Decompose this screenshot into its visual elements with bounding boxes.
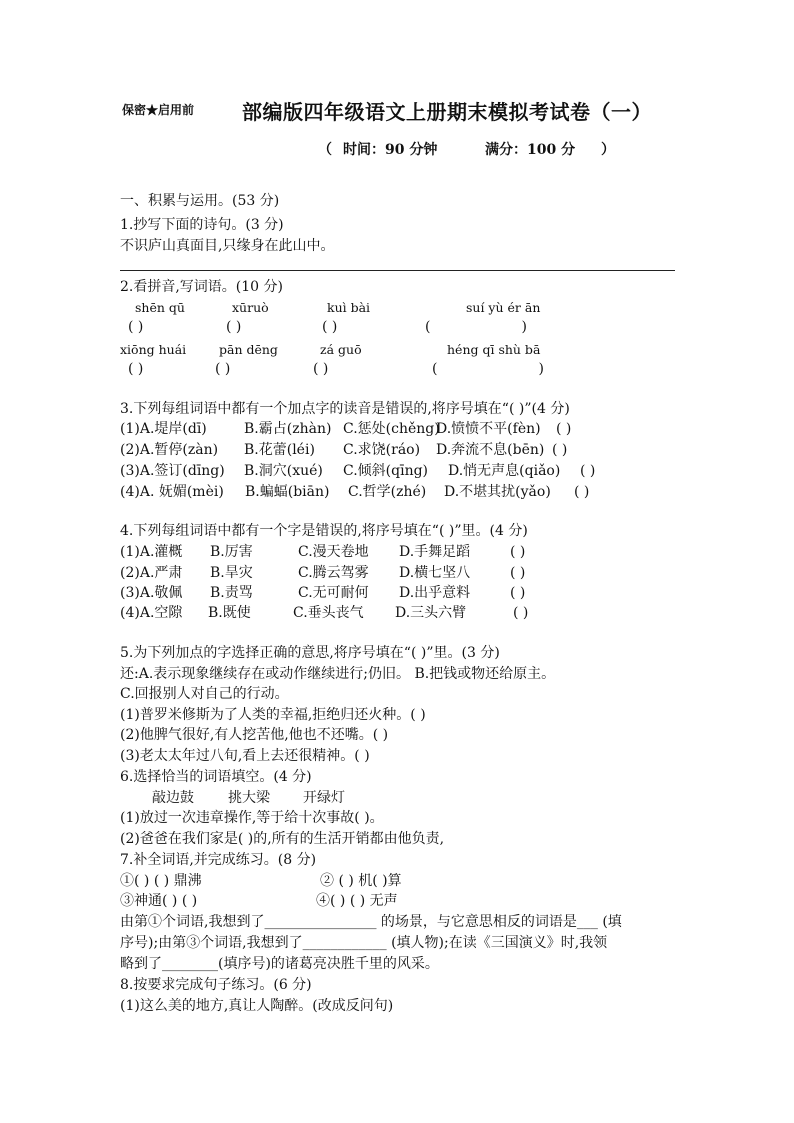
q2-prompt: 2.看拼音,写词语。(10 分) xyxy=(120,279,283,295)
confidential-mark: 保密★启用前 xyxy=(122,103,195,117)
meta-close-paren: ） xyxy=(601,142,615,158)
q4-option-a: (1)A.灌概 xyxy=(120,544,183,560)
word-choice: 开绿灯 xyxy=(303,790,345,806)
q5-prompt: 5.为下列加点的字选择正确的意思,将序号填在“( )”里。(3 分) xyxy=(120,645,500,661)
q3-option-a: (2)A.暂停(zàn) xyxy=(120,442,219,458)
q3-option-a: (3)A.签订(dīng) xyxy=(120,463,225,479)
answer-blank[interactable]: ( ) xyxy=(556,421,572,437)
q3-option-b: B.花蕾(léi) xyxy=(244,442,315,458)
q4-prompt: 4.下列每组词语中都有一个字是错误的,将序号填在“( )”里。(4 分) xyxy=(120,523,528,539)
q3-option-b: B.洞穴(xué) xyxy=(244,463,323,479)
pinyin: zá guō xyxy=(320,342,362,357)
pinyin: xūruò xyxy=(232,300,269,315)
q3-option-c: C.哲学(zhé) xyxy=(348,484,427,500)
q7-word: ①( ) ( ) 鼎沸 xyxy=(120,873,202,889)
q4-option-b: B.责骂 xyxy=(210,585,253,601)
q3-option-a: (4)A. 妩媚(mèi) xyxy=(120,484,224,500)
answer-blank[interactable]: ( ) xyxy=(552,442,568,458)
q4-option-c: C.垂头丧气 xyxy=(293,605,364,621)
q3-option-a: (1)A.堤岸(dī) xyxy=(120,421,207,437)
q5-sentence: (3)老太太年过八旬,看上去还很精神。( ) xyxy=(120,748,370,764)
q3-option-d: D.不堪其扰(yǎo) xyxy=(444,484,551,500)
answer-blank[interactable]: ( ) xyxy=(510,585,526,601)
q3-option-d: D.悄无声息(qiǎo) xyxy=(448,463,561,479)
q6-prompt: 6.选择恰当的词语填空。(4 分) xyxy=(120,769,312,785)
answer-blank[interactable]: ( ) xyxy=(226,319,242,335)
answer-blank[interactable]: ( ) xyxy=(510,565,526,581)
q7-word: ④( ) ( ) 无声 xyxy=(316,893,398,909)
pinyin: héng qī shù bā xyxy=(447,342,541,357)
q4-option-a: (2)A.严肃 xyxy=(120,565,183,581)
q4-option-b: B.既使 xyxy=(208,605,251,621)
pinyin: kuì bài xyxy=(327,300,371,315)
answer-blank[interactable]: ( ) xyxy=(215,361,231,377)
q3-option-d: D.奔流不息(bēn) xyxy=(436,442,545,458)
q1-prompt: 1.抄写下面的诗句。(3 分) xyxy=(120,217,284,233)
q3-option-c: C.惩处(chěng) xyxy=(343,421,440,437)
exam-full-score: 满分：100 分 xyxy=(485,142,576,158)
answer-blank[interactable]: ( ) xyxy=(322,319,338,335)
q4-option-c: C.无可耐何 xyxy=(298,585,369,601)
q1-poem: 不识庐山真面目,只缘身在此山中。 xyxy=(120,238,335,254)
word-choice: 挑大梁 xyxy=(228,790,270,806)
q8-sentence: (1)这么美的地方,真让人陶醉。(改成反问句) xyxy=(120,998,394,1014)
q6-sentence: (1)放过一次违章操作,等于给十次事故( )。 xyxy=(120,810,384,826)
q7-paragraph: 由第①个词语,我想到了________________ 的场景，与它意思相反的词语是___ (填 xyxy=(120,914,622,930)
pinyin: shēn qū xyxy=(135,300,185,315)
answer-line xyxy=(120,270,675,271)
q3-prompt: 3.下列每组词语中都有一个加点字的读音是错误的,将序号填在“( )”(4 分) xyxy=(120,401,570,417)
page-title: 部编版四年级语文上册期末模拟考试卷（一） xyxy=(242,100,652,124)
q4-option-d: D.出乎意料 xyxy=(399,585,471,601)
q7-prompt: 7.补全词语,并完成练习。(8 分) xyxy=(120,852,317,868)
answer-blank[interactable]: ( ) xyxy=(128,319,144,335)
q4-option-c: C.漫天卷地 xyxy=(298,544,369,560)
q4-option-b: B.旱灾 xyxy=(210,565,253,581)
section-title: 一、积累与运用。(53 分) xyxy=(120,193,280,209)
answer-blank[interactable]: ( ) xyxy=(580,463,596,479)
q4-option-a: (4)A.空隙 xyxy=(120,605,183,621)
q5-sentence: (1)普罗米修斯为了人类的幸福,拒绝归还火种。( ) xyxy=(120,707,426,723)
q4-option-d: D.三头六臂 xyxy=(395,605,467,621)
q7-paragraph: 略到了________(填序号)的诸葛亮决胜千里的风采。 xyxy=(120,956,439,972)
q3-option-c: C.求饶(ráo) xyxy=(343,442,421,458)
pinyin: suí yù ér ān xyxy=(466,300,541,315)
q4-option-c: C.腾云驾雾 xyxy=(298,565,369,581)
answer-blank[interactable]: ( ) xyxy=(128,361,144,377)
meta-open-paren: （ xyxy=(318,142,332,158)
q4-option-b: B.厉害 xyxy=(210,544,253,560)
q4-option-d: D.横七坚八 xyxy=(399,565,471,581)
exam-time: 时间：90 分钟 xyxy=(343,142,438,158)
q7-paragraph: 序号);由第③个词语,我想到了____________ (填人物);在读《三国演义》时,我领 xyxy=(120,935,608,951)
q7-word: ② ( ) 机( )算 xyxy=(320,873,402,889)
pinyin: xiōng huái xyxy=(120,342,187,357)
q3-option-b: B.蝙蝠(biān) xyxy=(245,484,330,500)
q5-sentence: (2)他脾气很好,有人挖苦他,他也不还嘴。( ) xyxy=(120,727,389,743)
answer-blank[interactable]: ( ) xyxy=(510,544,526,560)
q5-definition: C.回报别人对自己的行动。 xyxy=(120,686,289,702)
q5-definition: 还:A.表示现象继续存在或动作继续进行;仍旧。 B.把钱或物还给原主。 xyxy=(120,666,556,682)
q3-option-b: B.霸占(zhàn) xyxy=(244,421,332,437)
q4-option-a: (3)A.敬佩 xyxy=(120,585,183,601)
q7-word: ③神通( ) ( ) xyxy=(120,893,198,909)
answer-blank[interactable]: ( ) xyxy=(574,484,590,500)
q3-option-d: D.愤愤不平(fèn) xyxy=(436,421,541,437)
q3-option-c: C.倾斜(qīng) xyxy=(343,463,429,479)
q4-option-d: D.手舞足蹈 xyxy=(399,544,471,560)
answer-blank[interactable]: ( ) xyxy=(313,361,329,377)
q8-prompt: 8.按要求完成句子练习。(6 分) xyxy=(120,977,312,993)
word-choice: 敲边鼓 xyxy=(152,790,194,806)
answer-blank[interactable]: ( ) xyxy=(513,605,529,621)
pinyin: pān dēng xyxy=(219,342,278,357)
q6-sentence: (2)爸爸在我们家是( )的,所有的生活开销都由他负责, xyxy=(120,831,445,847)
